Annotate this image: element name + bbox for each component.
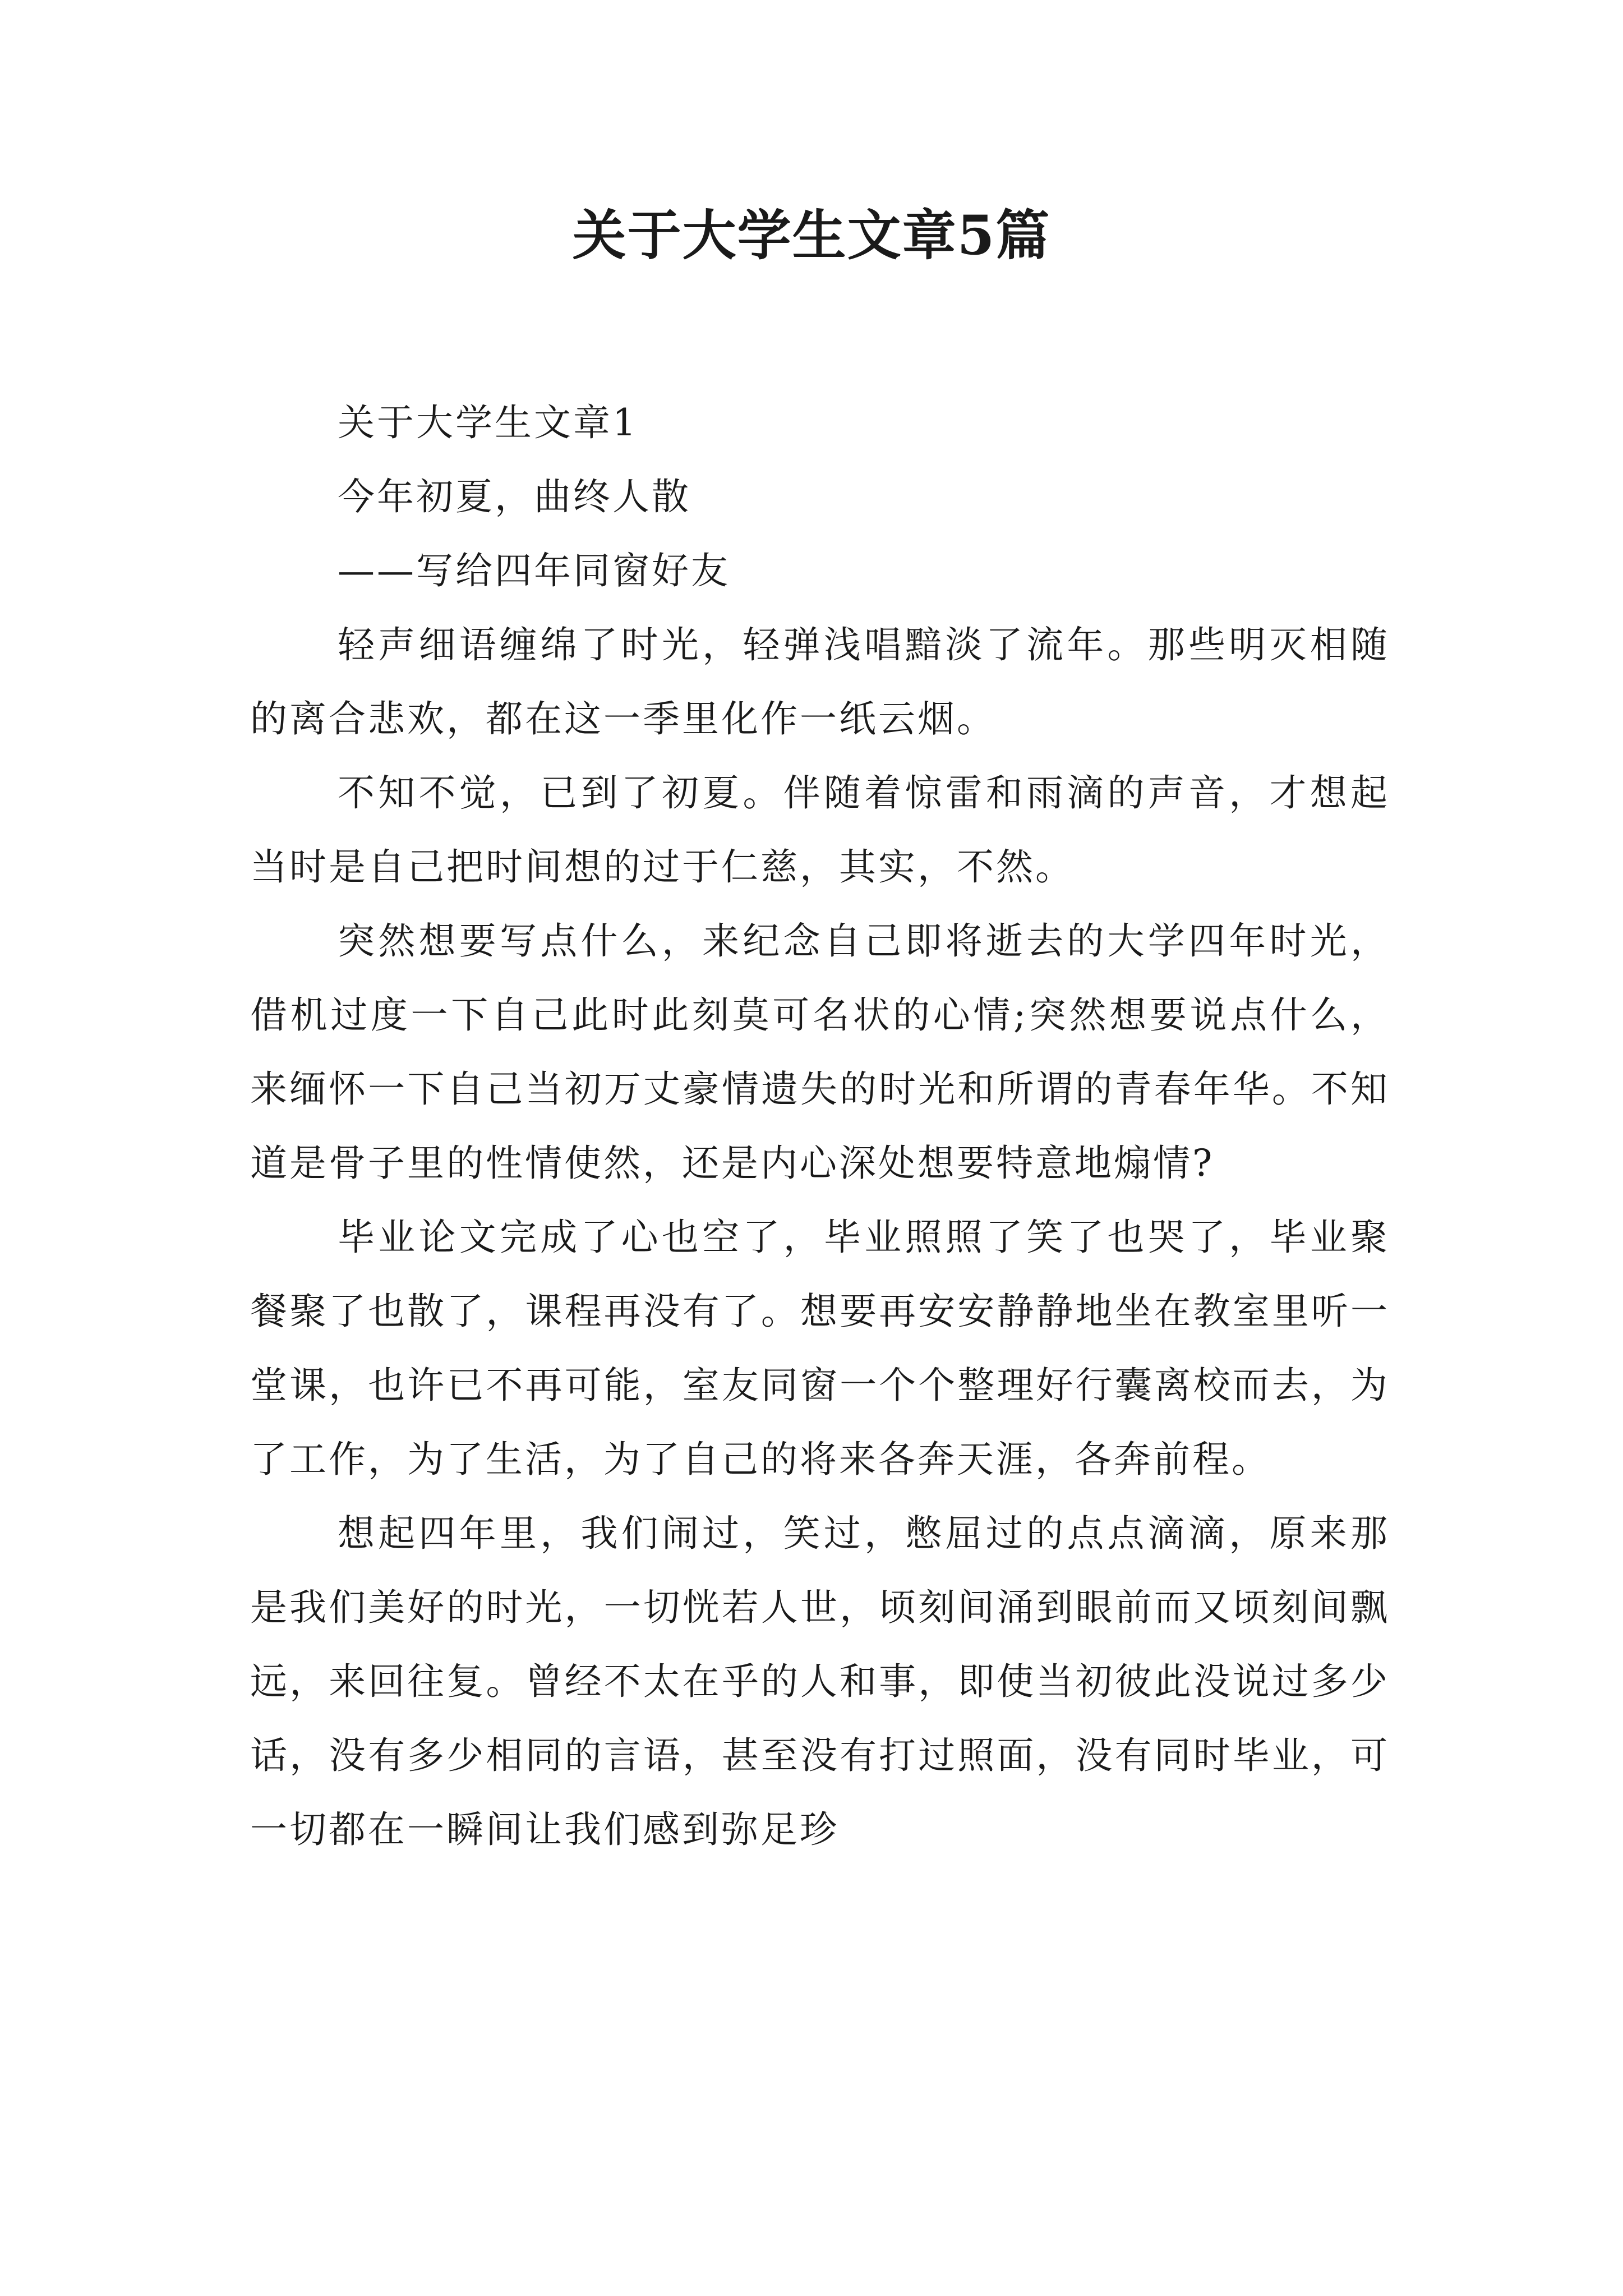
section-heading: 关于大学生文章1 <box>338 401 638 444</box>
document-title: 关于大学生文章5篇 <box>572 204 1051 267</box>
paragraph: 不知不觉，已到了初夏。伴随着惊雷和雨滴的声音，才想起当时是自己把时间想的过于仁慈，其实，不然。 <box>250 771 1390 889</box>
article-subtitle: ——写给四年同窗好友 <box>338 549 730 592</box>
document-body <box>250 386 1390 1867</box>
paragraph: 轻声细语缠绵了时光，轻弹浅唱黯淡了流年。那些明灭相随的离合悲欢，都在这一季里化作一纸云烟。 <box>250 623 1390 740</box>
paragraph: 突然想要写点什么，来纪念自己即将逝去的大学四年时光，借机过度一下自己此时此刻莫可名状的心情;突然想要说点什么，来缅怀一下自己当初万丈豪情遗失的时光和所谓的青春年华。不知道是骨子里的性情使然，还是内心深处想要特意地煽情? <box>250 919 1390 1185</box>
paragraph: 想起四年里，我们闹过，笑过，憋屈过的点点滴滴，原来那是我们美好的时光，一切恍若人世，顷刻间涌到眼前而又顷刻间飘远，来回往复。曾经不太在乎的人和事，即使当初彼此没说过多少话，没有多少相同的言语，甚至没有打过照面，没有同时毕业，可一切都在一瞬间让我们感到弥足珍 <box>250 1512 1390 1851</box>
paragraph: 毕业论文完成了心也空了，毕业照照了笑了也哭了，毕业聚餐聚了也散了，课程再没有了。想要再安安静静地坐在教室里听一堂课，也许已不再可能，室友同窗一个个整理好行囊离校而去，为了工作，为了生活，为了自己的将来各奔天涯，各奔前程。 <box>250 1216 1390 1481</box>
article-title: 今年初夏，曲终人散 <box>338 475 691 518</box>
